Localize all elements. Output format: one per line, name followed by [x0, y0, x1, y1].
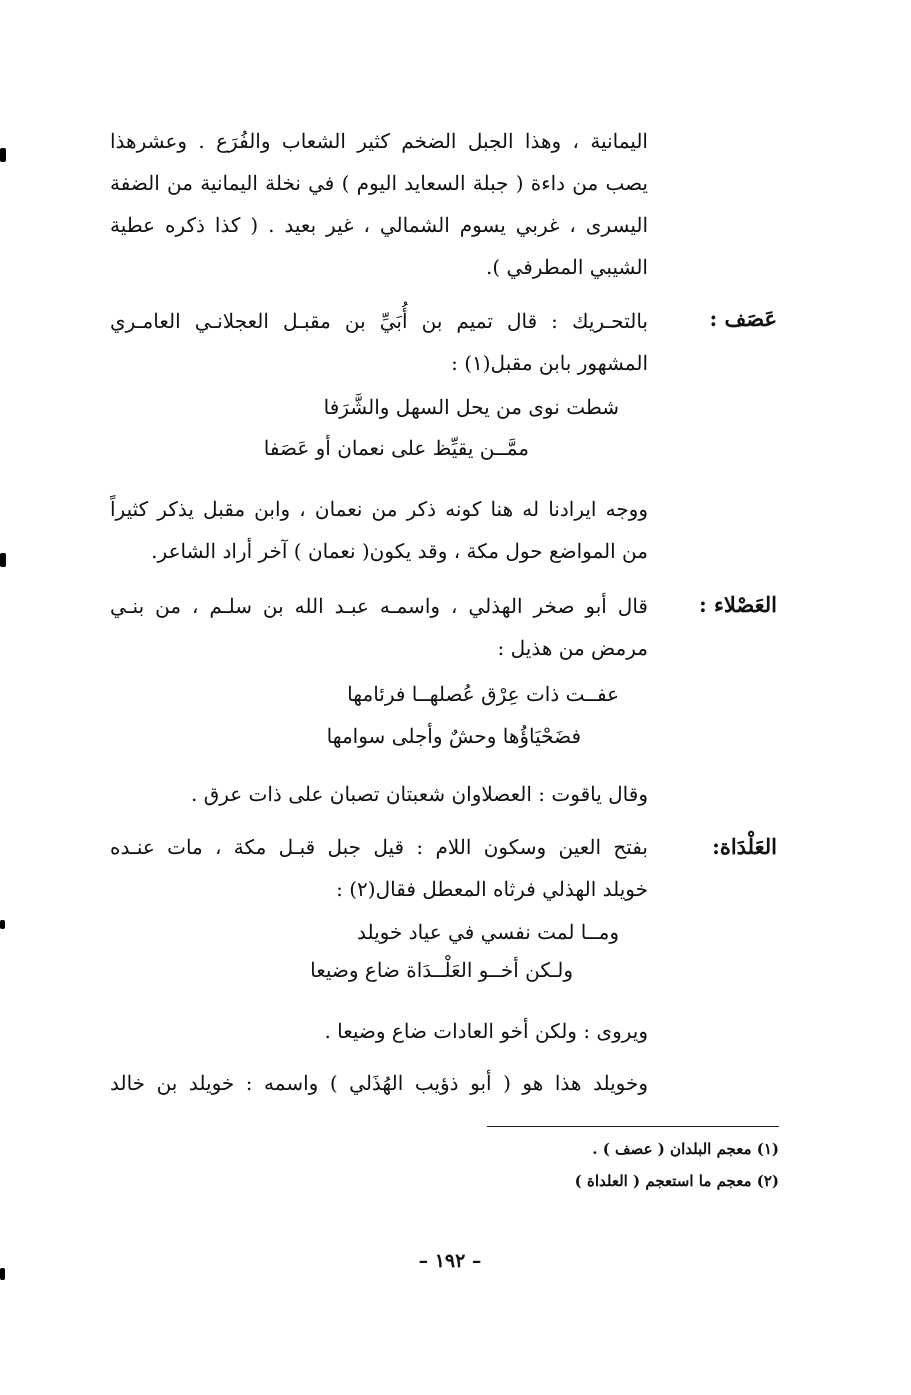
intro-paragraph: [110, 120, 648, 288]
text-line: ويروى : ولكن أخو العادات ضاع وضيعا .: [324, 1019, 648, 1043]
verse-line: عفــت ذات عِرْق عُصلهــا فرئامها: [347, 682, 619, 706]
text-line: اليسرى ، غربي يسوم الشمالي ، غير بعيد . ( كذا ذكره عطية: [110, 213, 648, 237]
text-line: يصب من داءة ( جبلة السعايد اليوم ) في نخلة اليمانية من الضفة: [110, 171, 648, 195]
text-line: المشهور بابن مقبل(١) :: [451, 351, 648, 375]
entry-heading-asla: العَصْلاء :: [698, 592, 777, 617]
text-line: خويلد الهذلي فرثاه المعطل فقال(٢) :: [336, 877, 648, 901]
text-line: وقال ياقوت : العصلاوان شعبتان تصبان على ذات عرق .: [190, 782, 648, 806]
verse-line: ومــا لمت نفسي في عياد خويلد: [356, 920, 619, 944]
entry-asaf-text: [110, 300, 648, 384]
scan-mark: [0, 920, 5, 929]
text-line: ووجه ايرادنا له هنا كونه ذكر من نعمان ، وابن مقبل يذكر كثيراً: [110, 497, 648, 521]
entry-asla-text: [110, 585, 648, 669]
entry-heading-aldah: العَلْدَاة:: [712, 834, 777, 859]
footnote-separator: [487, 1126, 779, 1127]
footnote-2: (٢) معجم ما استعجم ( العلداة ): [574, 1172, 779, 1190]
text-line: بالتحـريك : قال تميم بن أُبَيِّ بن مقبـل العجلانـي العامـري: [110, 309, 648, 333]
text-line: اليمانية ، وهذا الجبل الضخم كثير الشعاب والفُرَع . وعشرهذا: [110, 129, 648, 153]
verse-line: شطت نوى من يحل السهل والشَّرَفا: [323, 395, 619, 419]
verse-line: فضَحْيَاؤُها وحشٌ وأجلى سوامها: [326, 724, 581, 748]
text-line: بفتح العين وسكون اللام : قيل جبل قبـل مكة ، مات عنـده: [110, 835, 648, 859]
page-number: – ١٩٢ –: [418, 1250, 482, 1272]
entry-aldah-commentary: [110, 1010, 648, 1052]
text-line: من المواضع حول مكة ، وقد يكون( نعمان ) آخر أراد الشاعر.: [151, 539, 648, 563]
verse-line: ممَّــن يقيِّظ على نعمان أو عَصَفا: [263, 436, 529, 460]
footnote-1: (١) معجم البلدان ( عصف ) .: [592, 1140, 779, 1158]
entry-aldah-text: [110, 826, 648, 910]
verse-line: ولـكن أخــو العَلْــدَاة ضاع وضيعا: [310, 958, 573, 982]
text-line: مرمض من هذيل :: [497, 636, 648, 660]
text-line: الشيبي المطرفي ).: [486, 255, 648, 279]
scan-mark: [0, 148, 6, 162]
scan-mark: [0, 1268, 5, 1280]
scan-mark: [0, 553, 6, 567]
entry-asla-commentary: [110, 773, 648, 815]
text-line: وخويلد هذا هو ( أبو ذؤيب الهُذَلي ) واسمه : خويلد بن خالد: [110, 1071, 648, 1095]
entry-aldah-closing: [110, 1062, 648, 1104]
entry-asaf-commentary: [110, 488, 648, 572]
entry-heading-asaf: عَصَف :: [709, 306, 777, 331]
text-line: قال أبو صخر الهذلي ، واسمـه عبـد الله بن سلـم ، من بنـي: [110, 594, 648, 618]
